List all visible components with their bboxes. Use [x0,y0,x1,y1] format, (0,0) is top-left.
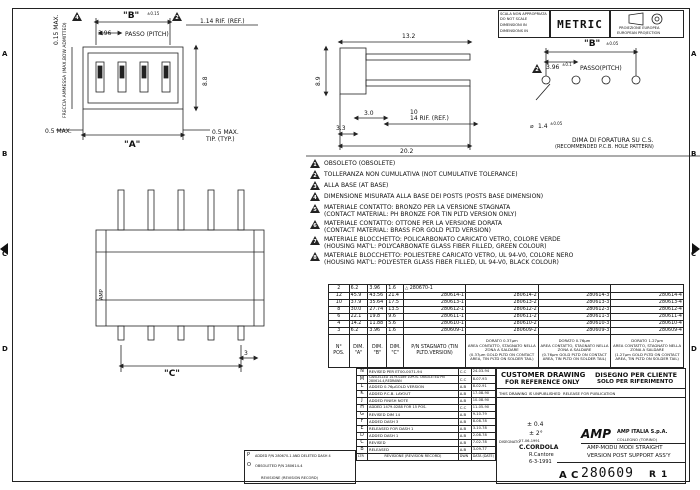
cell-c: 1.6 [387,327,404,334]
cell-a: 6.2 [349,285,368,293]
rev-rt: A.B [458,447,471,454]
cell-a: 6.2 [349,327,368,334]
customer-drawing-sub: FOR REFERENCE ONLY [505,379,580,386]
cell-tin: 280613-1 [404,299,466,306]
cage-code: C [571,470,579,481]
revision-row [357,376,496,384]
table-row [329,313,684,320]
front-view-posts [118,190,244,340]
cell-n: 12 [329,292,350,299]
dim-3-3: 3.3 [336,125,346,132]
note-item [310,219,690,235]
header-note-box [498,10,550,38]
revision-row [357,384,496,391]
header-note-3: DIMENSIONI IN [500,23,527,27]
cell-g3: 280611-4 [611,313,684,320]
note-subtext: (HOUSING MAT'L: POLYCARBONATE GLASS FIBER FILLED, GREEN COLOUR) [324,243,547,250]
pcb-pitch-tol: ±0.1 [562,62,572,67]
note-item [310,191,690,203]
rif-top: 1.14 RIF. (REF.) [200,18,245,25]
cell-g3: 280613-4 [611,299,684,306]
dim-tip-label: TIP. (TYP.) [206,136,235,143]
rev-date-header: DATA (DATE) [471,454,495,461]
revision-row [357,391,496,398]
pcb-b-label: "B" [584,39,601,49]
rev-desc: RELEASED [368,447,459,454]
disegno-cliente-sub: SOLO PER RIFERIMENTO [597,379,674,385]
rev-desc: ADDED 1479-0288 FOR 15 POS. [368,405,459,412]
cell-g1 [466,285,539,293]
projection-label-1: PROIEZIONE EUROPEA [619,26,660,30]
rev-rt: A.B [458,391,471,398]
dim-13-2: 13.2 [402,33,416,40]
company-city: COLLEGNO (TORINO) [617,437,658,442]
cell-g3: 280610-4 [611,320,684,327]
cell-c: 1.6 [387,285,404,293]
revision-row [357,433,496,440]
rev-date: 8-02-91 [471,384,495,391]
note-text: TOLLERANZA NON CUMULATIVA (NOT CUMULATIVE TOLERANCE) [324,171,518,178]
table-row [329,320,684,327]
grid-letter-d-left: D [2,345,8,353]
rev-ltr: M [357,376,368,384]
amp-logo-text: AMP [580,427,612,441]
cell-b: 27.74 [368,306,387,313]
header-note-2: DO NOT SCALE [500,17,528,21]
header-g1-b: AREA CONTATTO, STAGNATO NELLA ZONA A SALDARE [467,342,536,353]
rev-ltr: G [357,412,368,419]
cell-a: 45.9 [349,292,368,299]
cell-g3: 280609-4 [611,327,684,334]
rev-desc: REVISED PER ET00-0071-94 [368,369,459,376]
hole-diameter-symbol: ⌀ [530,123,534,130]
cell-b: 43.56 [368,292,387,299]
cell-tin [404,285,466,293]
cell-g1: 280609-2 [466,327,539,334]
cell-b: 3.96 [368,285,387,293]
note-number: 1 [313,162,317,168]
rev-ltr-header: LTR [357,454,368,461]
rev-date: 3-09-77 [471,447,495,454]
note-number: 3 [313,184,317,190]
rev-ltr: L [357,384,368,391]
disegno-cliente: DISEGNO PER CLIENTE [595,371,678,379]
cell-n: 6 [329,313,350,320]
projection-box [610,10,684,38]
rev-rt: A.B [458,440,471,447]
title-divider-3 [581,443,685,444]
cell-a: 22.1 [349,313,368,320]
cell-g2 [538,285,611,293]
dim-20-2: 20.2 [400,148,414,155]
cell-g2: 280614-3 [538,292,611,299]
title-divider-2 [497,397,685,398]
cell-g3: 280614-4 [611,292,684,299]
rev-date: 2-08-78 [471,433,495,440]
header-g1-a: DORATO 0.37µm [485,338,518,344]
dim-b-label: "B" [123,11,140,21]
header-g3-c: (1.27µm GOLD PLTD ON CONTACT AREA, TIN PLTD ON SOLDER TAIL) [614,351,680,362]
title-divider-4 [557,462,685,463]
cell-b: 3.96 [368,327,387,334]
revision-header-row [357,454,496,461]
note-item [310,158,690,169]
rev-rt: C.C [458,405,471,412]
revision-row [357,440,496,447]
cell-n: 8 [329,306,350,313]
rev-date: 8-08-78 [471,419,495,426]
note-text: ALLA BASE (AT BASE) [324,182,389,189]
left-rev-ltr-p: P [247,452,251,458]
note-item [310,235,690,251]
cell-c: 17.5 [387,299,404,306]
note-subtext: (CONTACT MATERIAL: BRASS FOR GOLD PLTD VERSION) [324,227,491,234]
rev-rt: A.B [458,398,471,405]
header-b: DIM. "B" [368,334,387,367]
left-rev-r3: REVISIONE (REVISION RECORD) [261,476,319,480]
cell-c: 21.4 [387,292,404,299]
note-item [310,251,690,267]
revision-table [356,368,496,461]
revision-row [357,426,496,433]
cell-b: 35.64 [368,299,387,306]
pcb-b-tol: ±0.05 [606,41,619,46]
rev-desc: ADDED FINISH NOTE [368,398,459,405]
note-number: 7 [313,239,317,245]
left-rev-r2: OBSOLETED P/N 280614-4 [255,464,303,468]
cell-g1: 280613-2 [466,299,539,306]
side-bow-max: 0.15 MAX. [53,14,60,45]
front-view-amp-label: AMP [99,289,105,300]
cell-g2: 280612-3 [538,306,611,313]
note-2-triangle-num: 2 [175,15,179,21]
drawn-label: DISEGNATO [499,440,521,444]
table-row [329,299,684,306]
revision-letter: R [649,470,656,480]
cell-c: 5.6 [387,320,404,327]
note-text: MATERIALE CONTATTO: BRONZO PER LA VERSIONE STAGNATA [324,204,511,211]
contact-slots [96,62,170,92]
revision-row [357,447,496,454]
sheet-size: A [559,470,567,481]
rev-desc: CANCELLED 1479-0289 10POS. OBSOLETED PN 280614-4,REDRAWN [368,376,459,384]
cell-tin: 280611-1 [404,313,466,320]
note-text: DIMENSIONE MISURATA ALLA BASE DEI POSTS (POSTS BASE DIMENSION) [324,193,544,200]
note-text: MATERIALE BLOCCHETTO: POLICARBONATO CARICATO VETRO, COLORE VERDE [324,236,561,243]
rev-date: 7-02-78 [471,440,495,447]
dim-c-label: "C" [164,369,180,379]
rev-date: 24-03-94 [471,369,495,376]
rev-desc: REVISED DIM 14 [368,412,459,419]
hole-diameter: 1.4 [538,123,548,130]
approved-by: R.Cantore [529,452,554,458]
rev-date: 10-08-90 [471,398,495,405]
note-2-triangle-pcb-num: 2 [535,67,539,73]
dim-10: 10 [410,109,418,116]
header-g3-a: DORATO 1.27µm [631,338,664,344]
approved-date: 6-3-1991 [529,459,552,465]
notes-list [310,158,690,267]
header-g3-b: AREA CONTATTO, STAGNATO NELLA ZONA A SALDARE [613,342,682,353]
rev-rt: A.B [458,426,471,433]
metric-label: METRIC [557,17,603,31]
rev-ltr: K [357,391,368,398]
tolerance-linear: ± 0.4 [527,421,544,428]
pcb-caption-2: (RECOMMENDED P.C.B. HOLE PATTERN) [555,144,654,150]
release-publication: RELEASE FOR PUBLICATION [563,391,616,396]
pcb-hole-pattern [536,48,640,100]
cell-g2: 280610-3 [538,320,611,327]
rev-ltr: E [357,426,368,433]
parts-table [328,284,684,368]
cell-tin-pn: 280670-1 [409,286,433,291]
header-note-1: SCALA NON APPROPRIATA [500,12,547,16]
drawing-title-2: VERSION POST SUPPORT ASS'Y [587,453,671,459]
header-g2-c: (0.76µm GOLD PLTD ON CONTACT AREA, TIN PLTD ON SOLDER TAIL) [542,351,607,362]
rev-date: 11-05-90 [471,405,495,412]
note-4-triangle-num: 4 [75,15,79,21]
rev-dwn-header: DWN [458,454,471,461]
rev-ltr: N [357,369,368,376]
table-row [329,306,684,313]
rev-ltr: H [357,405,368,412]
rev-desc: ADDED P.C.B. LAYOUT [368,391,459,398]
pcb-caption-1: DIMA DI FORATURA SU C.S. [572,137,654,144]
rev-rt: A.B [458,433,471,440]
rev-ltr: D [357,433,368,440]
revision-row [357,398,496,405]
note-number: 8 [313,255,317,261]
cell-g3 [611,285,684,293]
header-g2 [538,334,611,367]
rev-ltr: J [357,398,368,405]
table-row [329,285,684,293]
pitch-label-left: PASSO (PITCH) [125,31,169,38]
connector-front-view [96,230,264,326]
drawing-number: 280609 [581,466,634,481]
note-item [310,203,690,219]
note-number: 5 [313,207,317,213]
left-rev-block [244,450,356,484]
cell-a: 37.9 [349,299,368,306]
dim-3-front: 3 [244,350,248,357]
note-item [310,169,690,180]
cell-g3: 280612-4 [611,306,684,313]
grid-letter-c-right: C [691,250,697,258]
amp-logo [581,427,611,441]
cell-g2: 280609-3 [538,327,611,334]
header-g3 [611,334,684,367]
note-text: MATERIALE BLOCCHETTO: POLIESTERE CARICATO VETRO, UL 94-V0, COLORE NERO [324,252,574,259]
header-g1 [466,334,539,367]
header-note-4: DIMENSIONS IN [500,29,528,33]
cell-a: 14.2 [349,320,368,327]
note-number: 2 [313,173,317,179]
cell-tin: 280612-1 [404,306,466,313]
projection-label-2: EUROPEAN PROJECTION [617,31,661,35]
note-text: MATERIALE CONTATTO: OTTONE PER LA VERSIONE DORATA [324,220,502,227]
header-g2-a: DORATO 0.76µm [558,338,591,344]
rev-rt: C.C [458,376,471,384]
unpublished: THIS DRAWING IS UNPUBLISHED [499,391,561,396]
rev-date: 3-10-78 [471,426,495,433]
pcb-pitch-label: PASSO(PITCH) [580,65,622,72]
company-name: AMP ITALIA S.p.A. [617,429,668,435]
left-rev-r1: ADDED P/N 280670-1 AND DELETED DASH 4 [255,454,331,458]
grid-letter-c-left: C [2,250,8,258]
grid-letter-b-left: B [2,150,8,158]
header-a: DIM. "A" [349,334,368,367]
tolerance-angular: ± 2° [529,430,543,437]
dim-3-0: 3.0 [364,110,374,117]
cell-g1: 280614-2 [466,292,539,299]
dim-0-5-max-left: 0.5 MAX. [45,128,72,135]
header-tin: P/N STAGNATO (TIN PLTD.VERSION) [404,334,466,367]
cell-tin: 280614-1 [404,292,466,299]
pitch-value-left: 3.96 [98,30,112,37]
cell-n: 3 [329,327,350,334]
cell-g1: 280611-2 [466,313,539,320]
cell-g1: 280610-2 [466,320,539,327]
projection-symbol-icon [627,12,667,26]
table-header-row [329,334,684,367]
rev-rt: A.B [458,384,471,391]
pcb-pitch: 3.96 [546,64,560,71]
header-g1-c: (0.37µm GOLD PLTD ON CONTACT AREA, TIN PLTD ON SOLDER TAIL) [469,351,535,362]
metric-box [550,10,610,38]
rev-desc: RELEASED FOR DASH 1 [368,426,459,433]
note-1-marker-icon: △ [405,285,409,290]
cell-tin: 280609-1 [404,327,466,334]
rev-desc: REVISED [368,440,459,447]
grid-letter-b-right: B [691,150,697,158]
cell-tin: 280610-1 [404,320,466,327]
rev-desc: ADDED DASH 1 [368,433,459,440]
rev-desc: ADDED DASH 3 [368,419,459,426]
drawn-by: C.CORDOLA [519,444,559,451]
revision-row [357,405,496,412]
rev-rt: A.B [458,419,471,426]
dim-8-8: 8.8 [202,76,209,86]
revision-row [357,412,496,419]
rev-date: 9-10-79 [471,412,495,419]
table-row [329,292,684,299]
rev-ltr: C [357,440,368,447]
drawn-date: 27-06-1991 [519,439,540,443]
rev-date: 8-07-93 [471,376,495,384]
hole-tol: ±0.05 [550,121,563,126]
cell-g2: 280611-3 [538,313,611,320]
cell-c: 13.5 [387,306,404,313]
table-row [329,327,684,334]
side-bow-caption: FRECCIA AMMESSA (MAX.BOW ADMITTED) [63,22,68,118]
note-number: 4 [313,195,317,201]
dim-a-label: "A" [124,140,141,150]
rev-ltr: F [357,419,368,426]
cell-b: 19.8 [368,313,387,320]
note-subtext: (CONTACT MATERIAL: PH BRONZE FOR TIN PLTD VERSION ONLY) [324,211,517,218]
dim-b-tolerance: ±0.15 [147,11,160,16]
sheet-number: 1 [661,470,668,480]
note-number: 6 [313,223,317,229]
cell-b: 11.88 [368,320,387,327]
note-text: OBSOLETO (OBSOLETE) [324,160,396,167]
revision-row [357,419,496,426]
header-c: DIM. "C" [387,334,404,367]
rev-date: 17-08-90 [471,391,495,398]
note-item [310,180,690,191]
cell-n: 4 [329,320,350,327]
title-block [496,368,686,484]
grid-letter-a-right: A [691,50,697,58]
grid-letter-a-left: A [2,50,8,58]
rev-rt: A.B [458,412,471,419]
drawing-title-1: AMP-MODU MODI STRAIGHT [587,445,663,451]
cell-a: 30.0 [349,306,368,313]
header-n: N° POS. [329,334,350,367]
cell-g1: 280612-2 [466,306,539,313]
header-g2-b: AREA CONTATTO, STAGNATO NELLA ZONA A SALDARE [540,342,609,353]
connector-side-view [340,48,366,94]
left-rev-ltr-o: O [247,462,251,468]
dim-8-9: 8.9 [315,76,322,86]
cell-g2: 280613-3 [538,299,611,306]
dim-14-ref: 14 RIF. (REF.) [410,115,449,122]
title-divider-1 [497,388,685,389]
rev-rt: C.C [458,369,471,376]
cell-c: 9.6 [387,313,404,320]
rev-desc-header: REVISIONE (REVISION RECORD) [368,454,459,461]
note-subtext: (HOUSING MAT'L: POLYESTER GLASS FIBER FILLED, UL 94-V0, BLACK COLOUR) [324,259,559,266]
dim-0-5-max-right: 0.5 MAX. [212,129,239,136]
customer-drawing: CUSTOMER DRAWING [501,371,586,379]
rev-desc: ADDED 0.76µGOLD VERSION [368,384,459,391]
rev-ltr: B [357,447,368,454]
grid-letter-d-right: D [691,345,697,353]
cell-n: 2 [329,285,350,293]
cell-n: 10 [329,299,350,306]
